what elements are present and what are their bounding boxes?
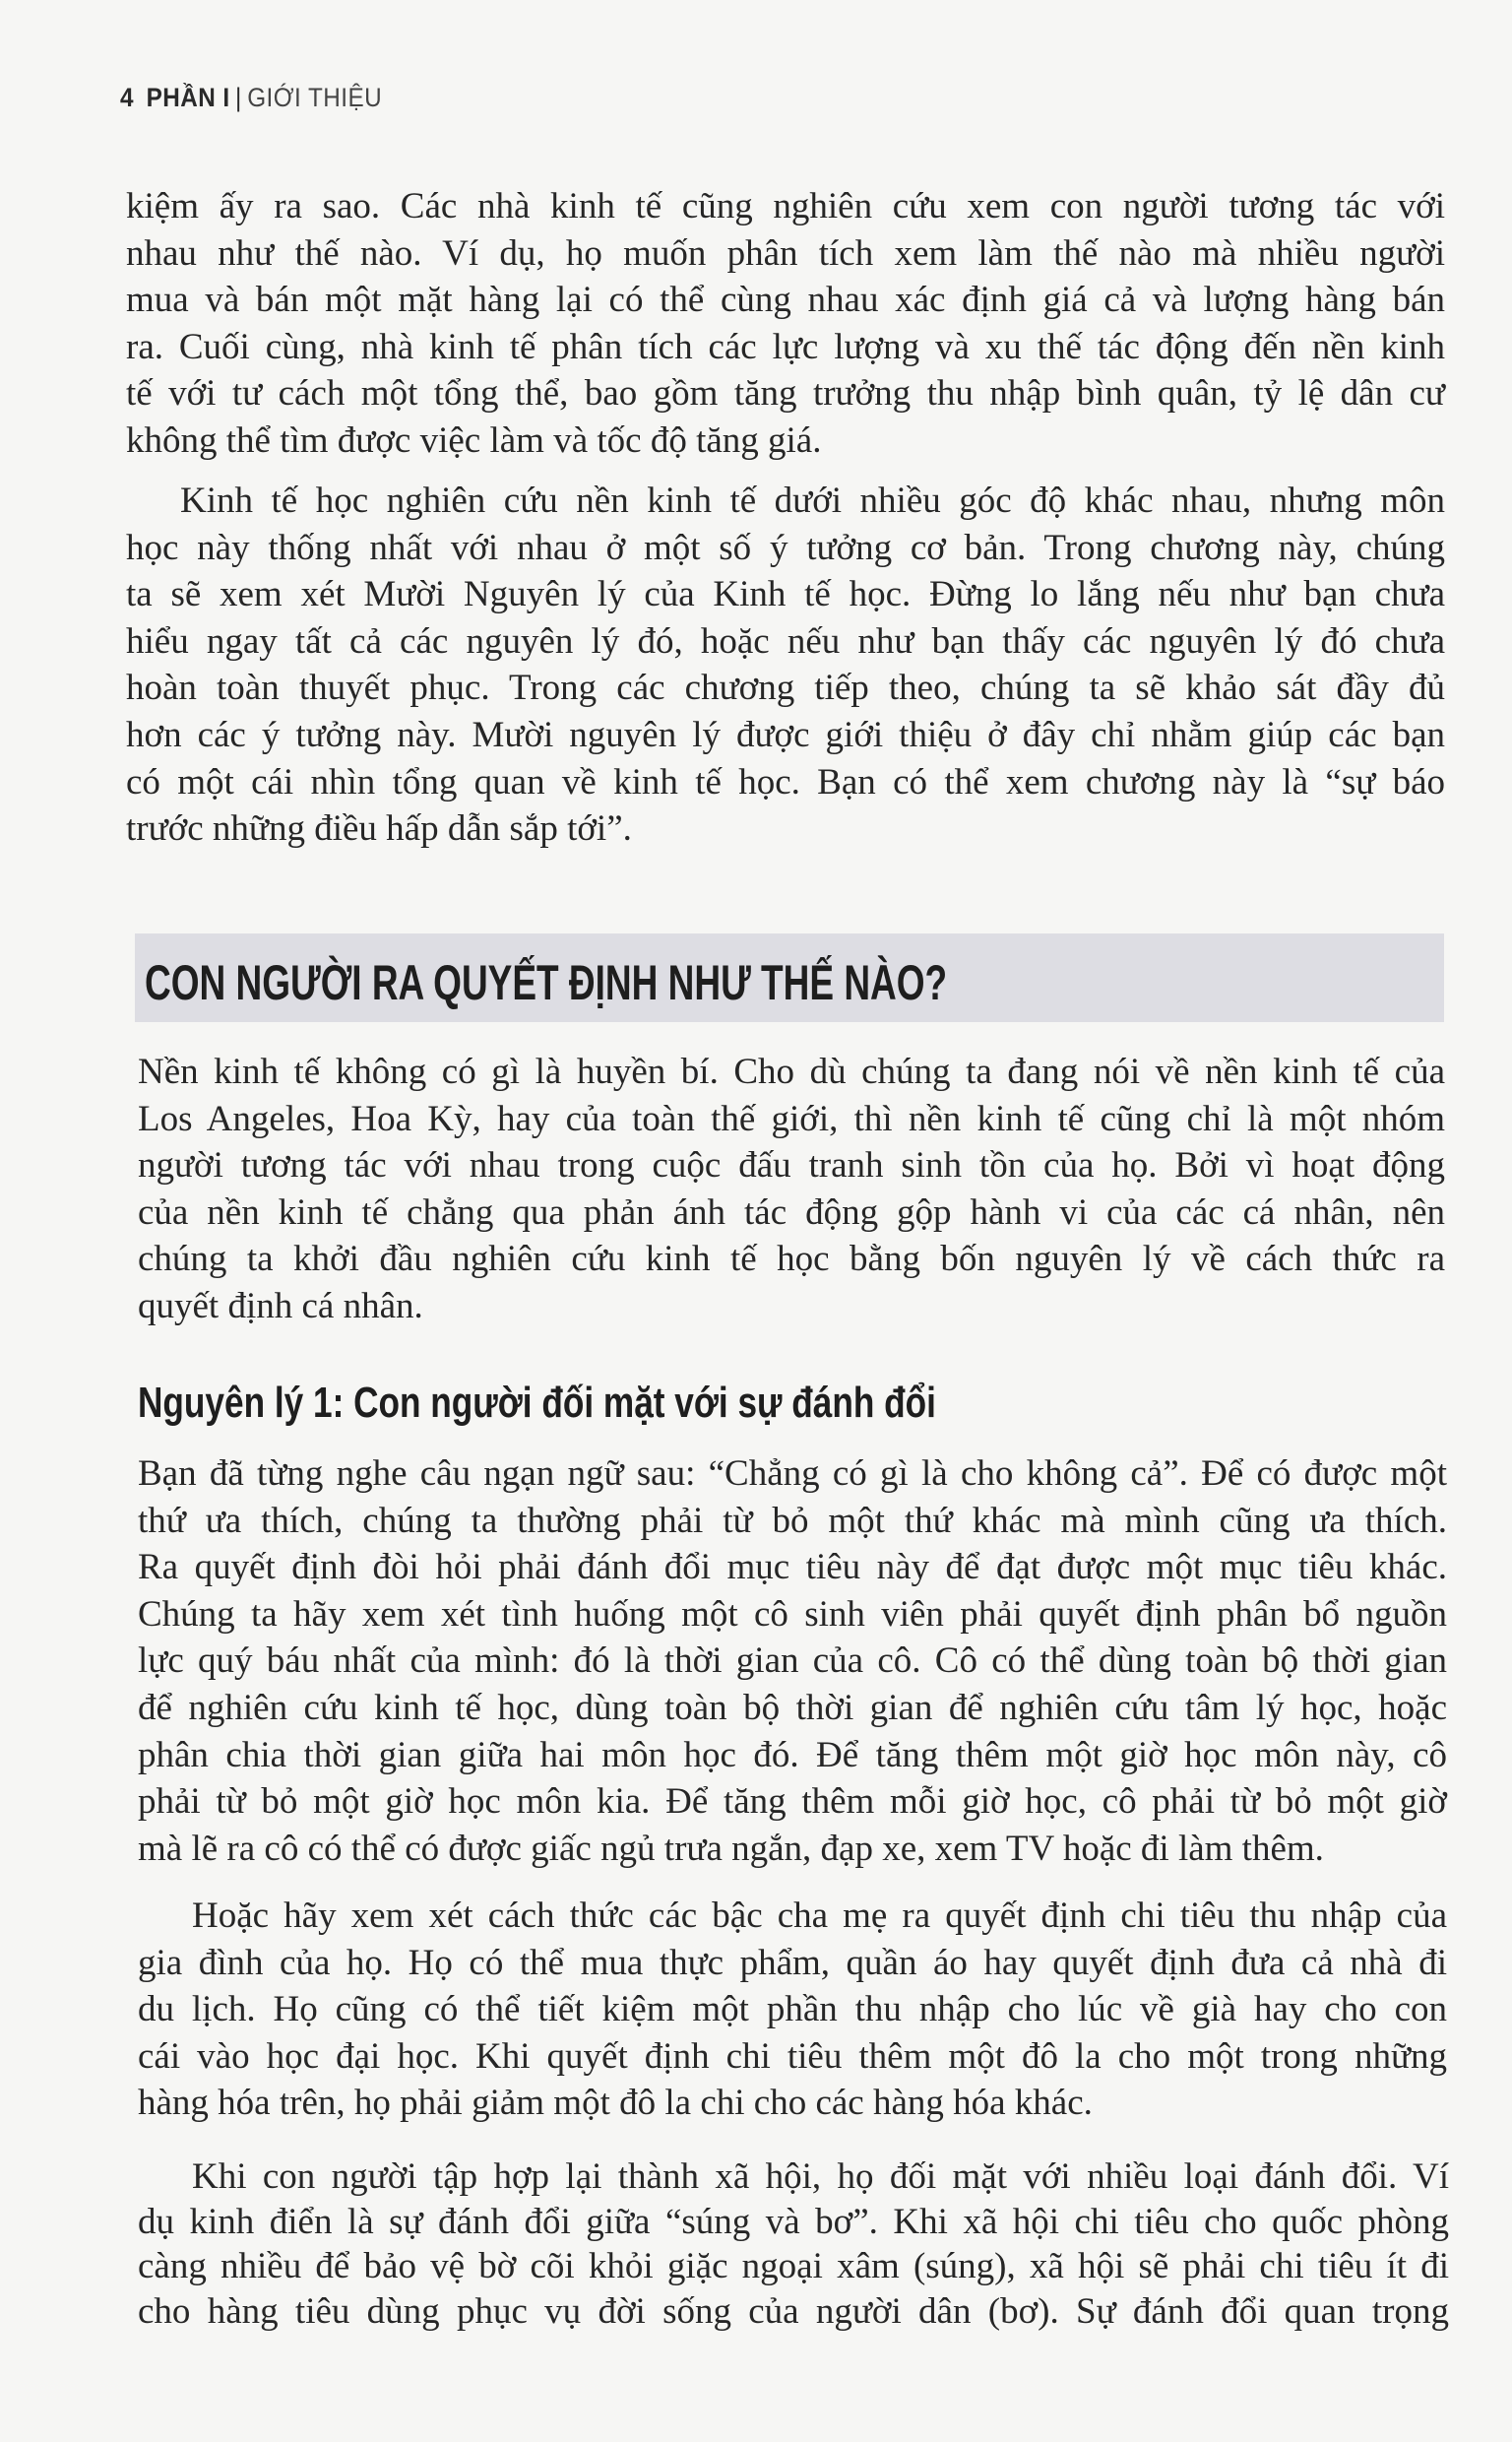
text-line: Khi con người tập hợp lại thành xã hội, họ đối mặt với nhiều loại đánh đổi. Ví (192, 2156, 1449, 2197)
text-line: không thể tìm được việc làm và tốc độ tăng giá. (126, 419, 822, 461)
text-line: mua và bán một mặt hàng lại có thể cùng nhau xác định giá cả và lượng hàng bán (126, 280, 1445, 321)
text-line: phải từ bỏ một giờ học môn kia. Để tăng thêm mỗi giờ học, cô phải từ bỏ một giờ (138, 1781, 1447, 1823)
header-separator: | (235, 83, 242, 112)
paragraph-3 (138, 1049, 1445, 1330)
paragraph-2 (126, 478, 1445, 853)
text-line: hàng hóa trên, họ phải giảm một đô la chi cho các hàng hóa khác. (138, 2083, 1093, 2124)
text-line: kiệm ấy ra sao. Các nhà kinh tế cũng nghiên cứu xem con người tương tác với (126, 186, 1445, 226)
text-line: ra. Cuối cùng, nhà kinh tế phân tích các lực lượng và xu thế tác động đến nền kinh (126, 326, 1445, 367)
text-line: người tương tác với nhau trong cuộc đấu tranh sinh tồn của họ. Bởi vì hoạt động (138, 1145, 1445, 1187)
text-line: tế với tư cách một tổng thể, bao gồm tăng trưởng thu nhập bình quân, tỷ lệ dân cư (126, 373, 1445, 415)
text-line: chúng ta khởi đầu nghiên cứu kinh tế học bằng bốn nguyên lý về cách thức ra (138, 1239, 1445, 1280)
paragraph-4 (138, 1450, 1447, 1872)
running-header (120, 83, 382, 113)
text-line: Chúng ta hãy xem xét tình huống một cô sinh viên phải quyết định phân bổ nguồn (138, 1593, 1447, 1635)
text-line: quyết định cá nhân. (138, 1285, 423, 1326)
text-line: để nghiên cứu kinh tế học, dùng toàn bộ thời gian để nghiên cứu tâm lý học, hoặc (138, 1687, 1447, 1728)
text-line: du lịch. Họ cũng có thể tiết kiệm một phần thu nhập cho lúc về già hay cho con (138, 1989, 1447, 2030)
principle-subheading: Nguyên lý 1: Con người đối mặt với sự đánh đổi (138, 1379, 936, 1427)
section-heading: CON NGƯỜI RA QUYẾT ĐỊNH NHƯ THẾ NÀO? (145, 955, 948, 1010)
text-line: dụ kinh điển là sự đánh đổi giữa “súng và bơ”. Khi xã hội chi tiêu cho quốc phòng (138, 2201, 1449, 2242)
text-line: của nền kinh tế chẳng qua phản ánh tác động gộp hành vi của các cá nhân, nên (138, 1191, 1445, 1233)
text-line: ta sẽ xem xét Mười Nguyên lý của Kinh tế học. Đừng lo lắng nếu như bạn chưa (126, 574, 1445, 615)
text-line: mà lẽ ra cô có thể có được giấc ngủ trưa ngắn, đạp xe, xem TV hoặc đi làm thêm. (138, 1828, 1324, 1869)
paragraph-1 (126, 183, 1445, 465)
part-label: PHẦN I (146, 83, 230, 112)
text-line: gia đình của họ. Họ có thể mua thực phẩm, quần áo hay quyết định đưa cả nhà đi (138, 1942, 1447, 1983)
text-line: Kinh tế học nghiên cứu nền kinh tế dưới nhiều góc độ khác nhau, nhưng môn (180, 481, 1445, 521)
text-line: lực quý báu nhất của mình: đó là thời gian của cô. Cô có thể dùng toàn bộ thời gian (138, 1640, 1447, 1682)
text-line: càng nhiều để bảo vệ bờ cõi khỏi giặc ngoại xâm (súng), xã hội sẽ phải chi tiêu ít đi (138, 2246, 1449, 2286)
text-line: thứ ưa thích, chúng ta thường phải từ bỏ một thứ khác mà mình cũng ưa thích. (138, 1500, 1447, 1541)
section-label: GIỚI THIỆU (247, 83, 383, 112)
text-line: Los Angeles, Hoa Kỳ, hay của toàn thế giới, thì nền kinh tế cũng chỉ là một nhóm (138, 1098, 1445, 1139)
text-line: hơn các ý tưởng này. Mười nguyên lý được giới thiệu ở đây chỉ nhằm giúp các bạn (126, 714, 1445, 755)
page-number: 4 (120, 83, 134, 112)
text-line: học này thống nhất với nhau ở một số ý tưởng cơ bản. Trong chương này, chúng (126, 527, 1445, 568)
text-line: Hoặc hãy xem xét cách thức các bậc cha mẹ ra quyết định chi tiêu thu nhập của (192, 1896, 1447, 1936)
text-line: cho hàng tiêu dùng phục vụ đời sống của người dân (bơ). Sự đánh đổi quan trọng (138, 2290, 1449, 2332)
text-line: Bạn đã từng nghe câu ngạn ngữ sau: “Chẳng có gì là cho không cả”. Để có được một (138, 1453, 1447, 1494)
text-line: Nền kinh tế không có gì là huyền bí. Cho dù chúng ta đang nói về nền kinh tế của (138, 1052, 1445, 1092)
text-line: hoàn toàn thuyết phục. Trong các chương tiếp theo, chúng ta sẽ khảo sát đầy đủ (126, 668, 1445, 709)
text-line: trước những điều hấp dẫn sắp tới”. (126, 808, 632, 850)
text-line: có một cái nhìn tổng quan về kinh tế học. Bạn có thể xem chương này là “sự báo (126, 761, 1445, 803)
text-line: Ra quyết định đòi hỏi phải đánh đổi mục tiêu này để đạt được một mục tiêu khác. (138, 1547, 1447, 1588)
paragraph-5 (138, 1893, 1447, 2127)
text-line: phân chia thời gian giữa hai môn học đó. Để tăng thêm một giờ học môn này, cô (138, 1734, 1447, 1775)
text-line: nhau như thế nào. Ví dụ, họ muốn phân tích xem làm thế nào mà nhiều người (126, 232, 1445, 274)
text-line: cái vào học đại học. Khi quyết định chi tiêu thêm một đô la cho một trong những (138, 2035, 1447, 2077)
paragraph-6 (138, 2154, 1449, 2334)
text-line: hiểu ngay tất cả các nguyên lý đó, hoặc nếu như bạn thấy các nguyên lý đó chưa (126, 620, 1445, 662)
